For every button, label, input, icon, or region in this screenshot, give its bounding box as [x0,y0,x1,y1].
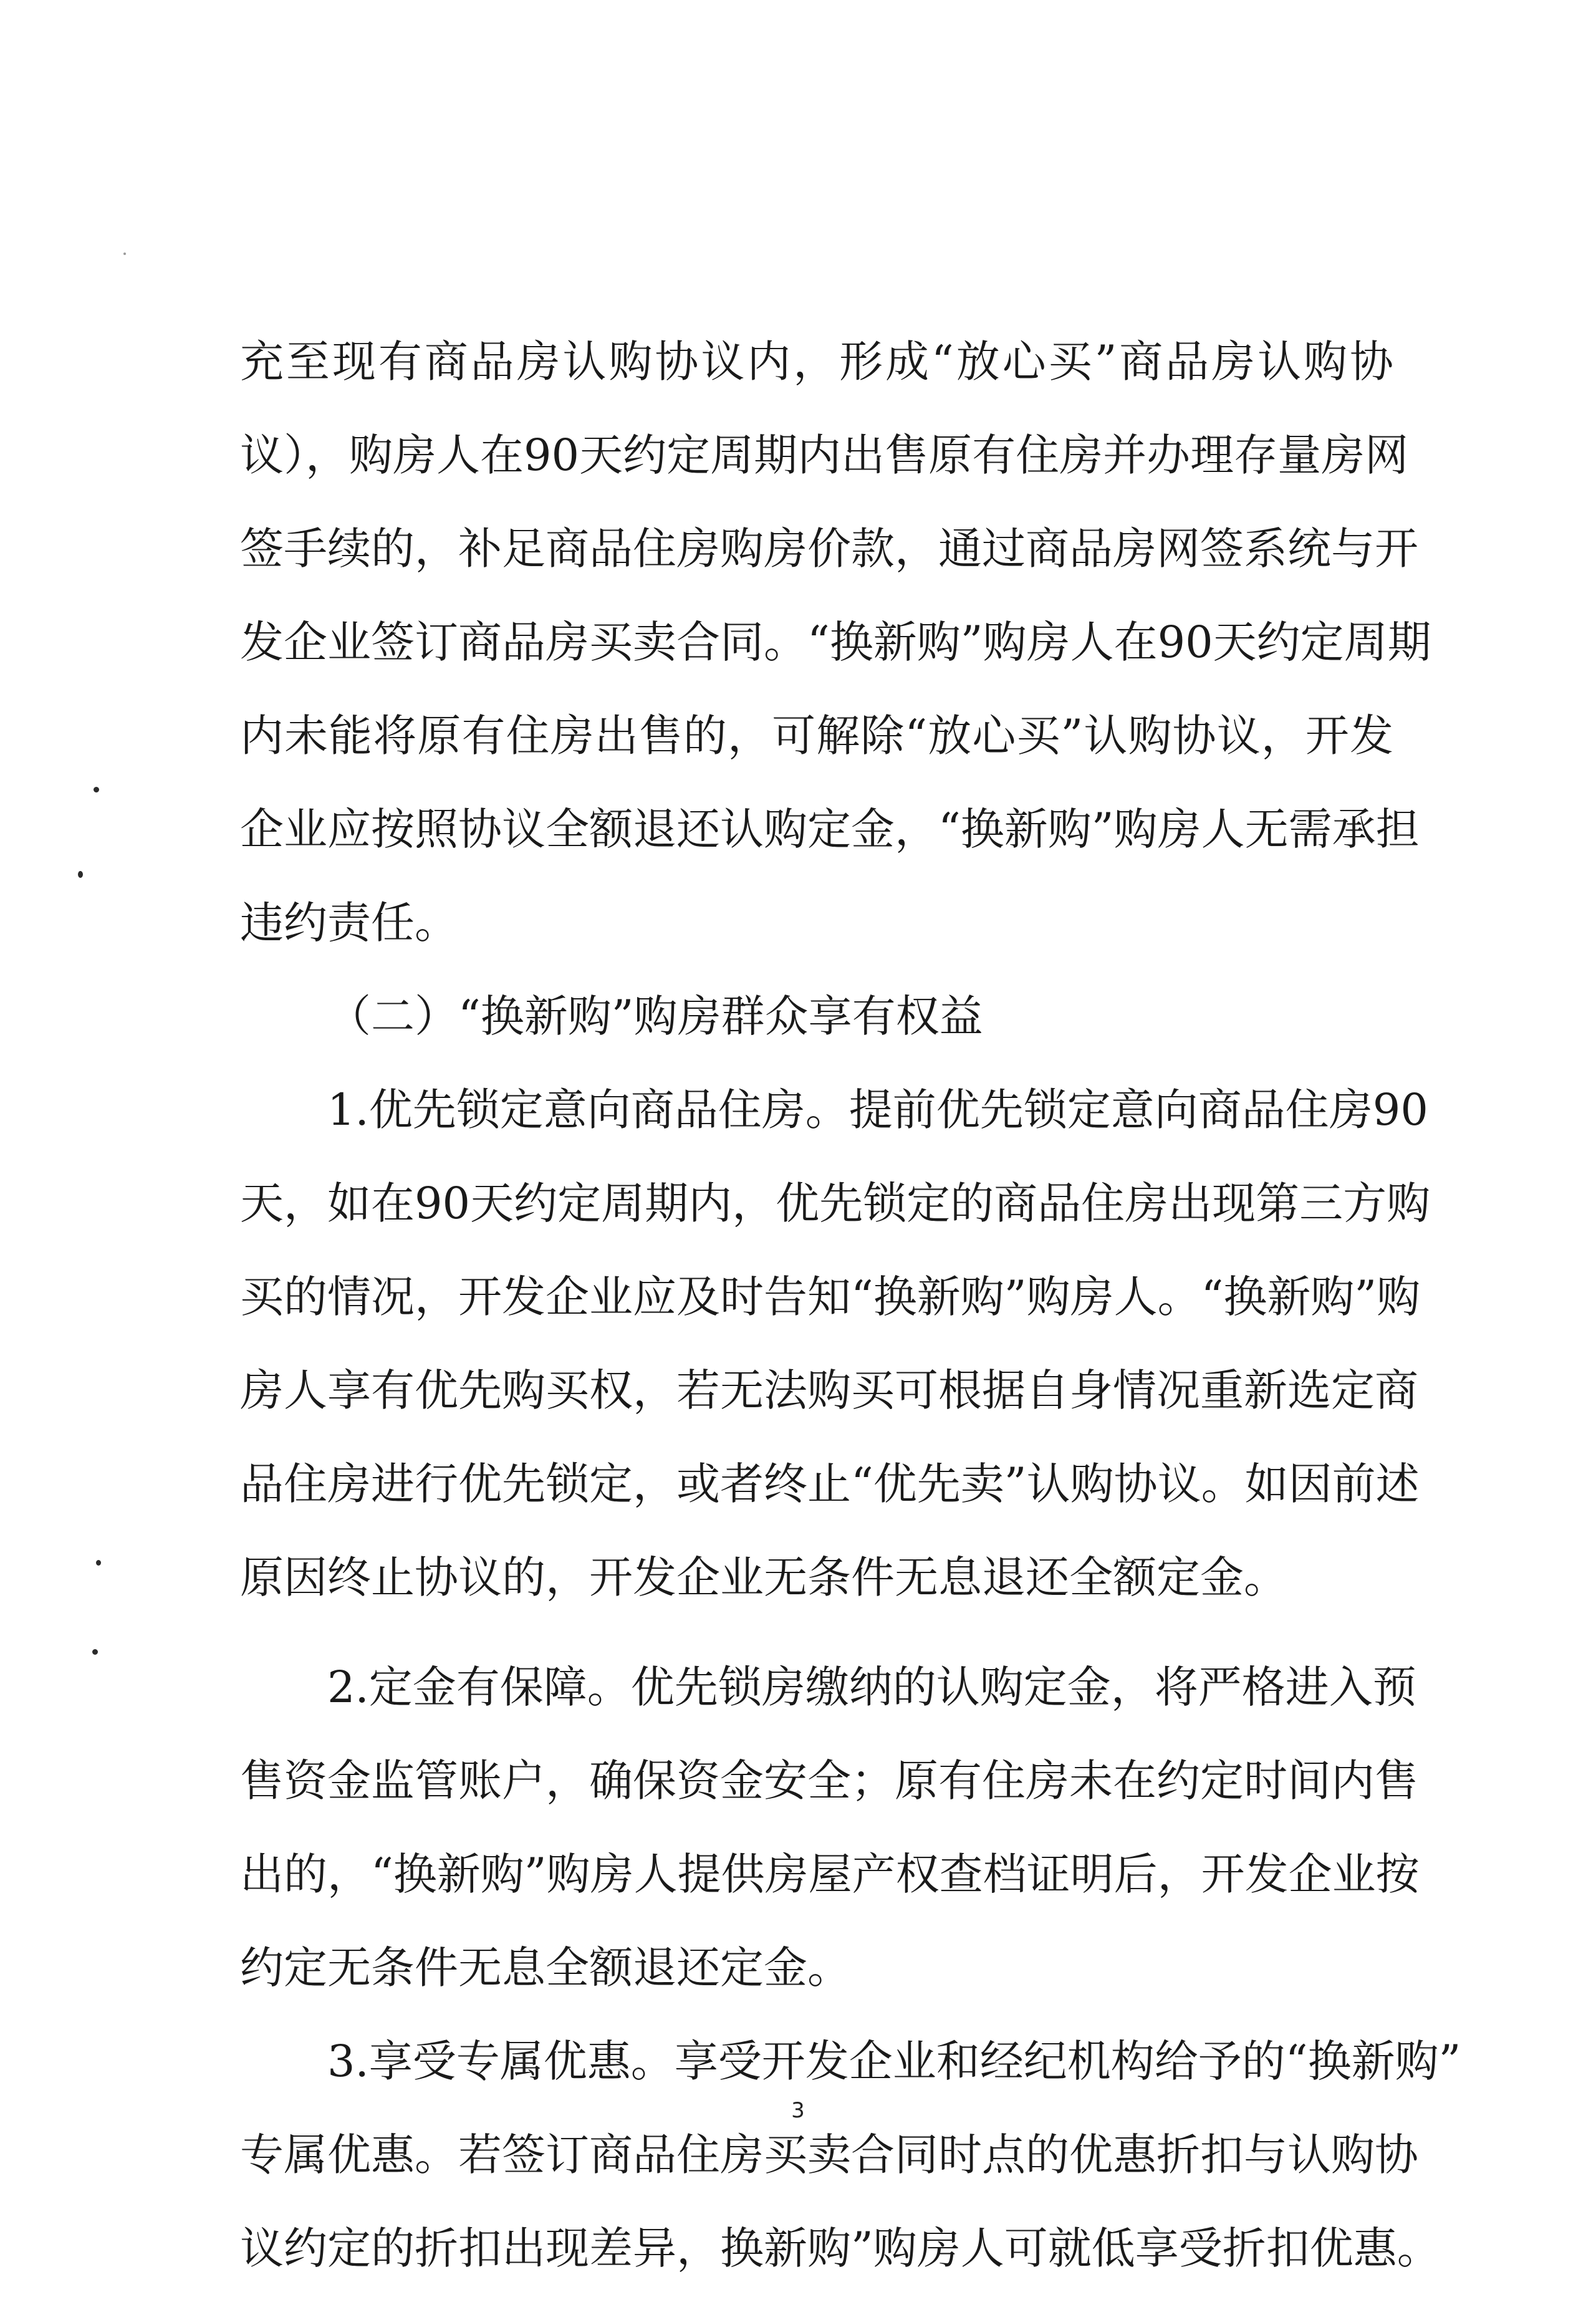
text-line: 发企业签订商品房买卖合同。“换新购”购房人在90天约定周期 [240,617,1431,668]
page-number: 3 [791,2098,805,2123]
section-heading [240,991,1393,1042]
scan-speck [92,1649,98,1655]
text-line: 1.优先锁定意向商品住房。提前优先锁定意向商品住房90 [327,1084,1428,1135]
scan-speck [96,1560,101,1566]
section-heading-text: （二）“换新购”购房群众享有权益 [327,991,983,1042]
text-line: 2.定金有保障。优先锁房缴纳的认购定金，将严格进入预 [327,1662,1416,1713]
text-line: 售资金监管账户，确保资金安全；原有住房未在约定时间内售 [240,1755,1418,1806]
text-line: 议），购房人在90天约定周期内出售原有住房并办理存量房网 [240,430,1409,481]
text-line: 约定无条件无息全额退还定金。 [240,1942,851,1993]
scan-speck [123,253,126,255]
text-line: 充至现有商品房认购协议内，形成“放心买”商品房认购协 [240,336,1393,387]
list-item-1 [240,1084,1431,1603]
text-line: 专属优惠。若签订商品住房买卖合同时点的优惠折扣与认购协 [240,2129,1418,2180]
list-item-2 [240,1662,1420,1993]
text-line: 房人享有优先购买权，若无法购买可根据自身情况重新选定商 [240,1365,1418,1416]
scan-speck [94,787,99,792]
text-line: 违约责任。 [240,897,458,948]
text-line: 签手续的，补足商品住房购房价款，通过商品房网签系统与开 [240,523,1418,574]
text-line: 议约定的折扣出现差异，换新购”购房人可就低享受折扣优惠。 [240,2223,1441,2274]
text-line: 出的，“换新购”购房人提供房屋产权查档证明后，开发企业按 [240,1849,1420,1900]
text-line: 买的情况，开发企业应及时告知“换新购”购房人。“换新购”购 [240,1271,1421,1322]
list-item-3 [240,2036,1461,2274]
text-line: 原因终止协议的，开发企业无条件无息退还全额定金。 [240,1552,1287,1603]
scan-speck [78,871,83,878]
paragraph-continuation [240,336,1431,948]
text-line: 品住房进行优先锁定，或者终止“优先卖”认购协议。如因前述 [240,1458,1420,1509]
text-line: 内未能将原有住房出售的，可解除“放心买”认购协议，开发 [240,710,1393,761]
text-line: 企业应按照协议全额退还认购定金，“换新购”购房人无需承担 [240,804,1420,855]
document-body [240,336,1461,2320]
text-line: 3.享受专属优惠。享受开发企业和经纪机构给予的“换新购” [327,2036,1461,2087]
text-line: 天，如在90天约定周期内，优先锁定的商品住房出现第三方购 [240,1178,1431,1229]
